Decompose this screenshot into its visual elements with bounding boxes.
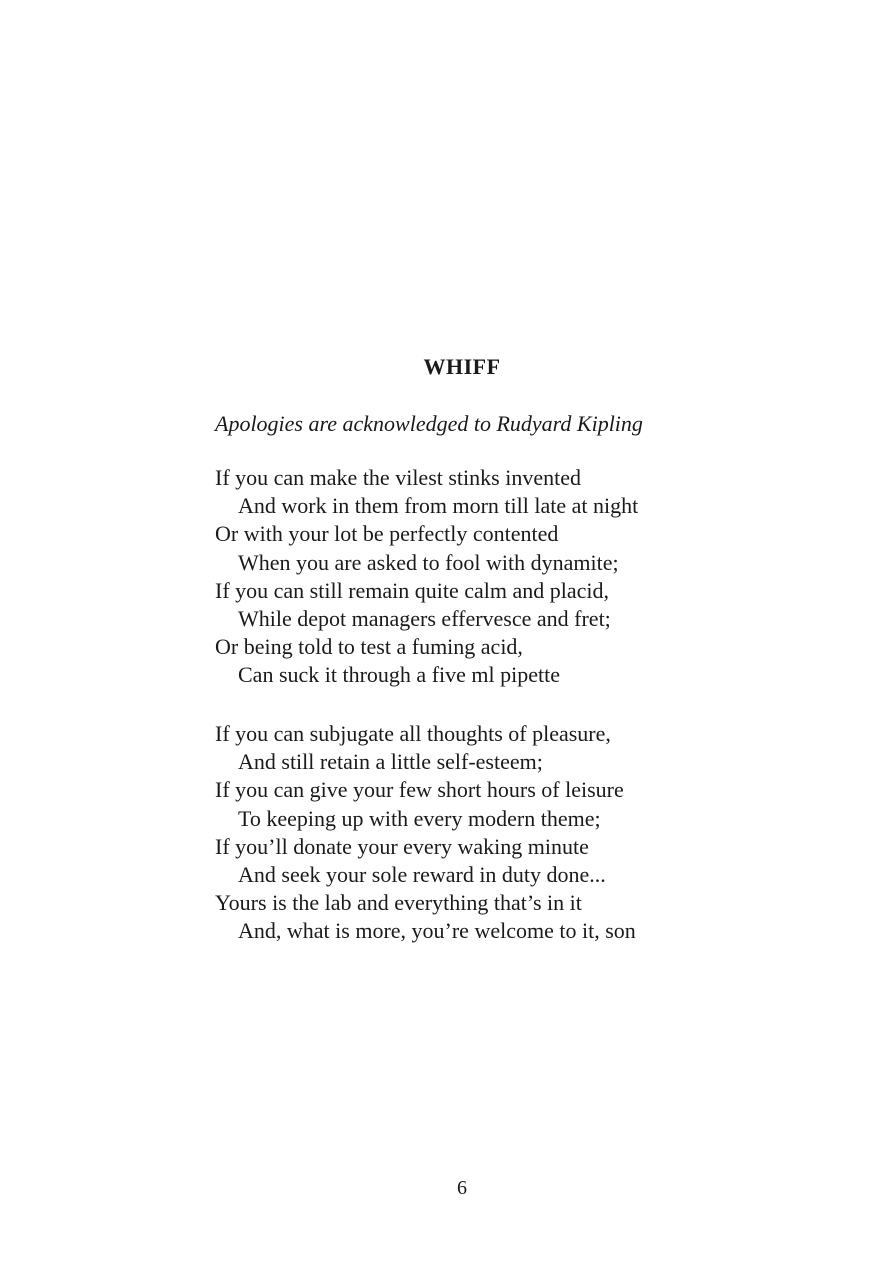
poem-line: If you can subjugate all thoughts of pleasure, [215,721,611,746]
poem-line: Or being told to test a fuming acid, [215,634,523,660]
poem-line: And work in them from morn till late at night [238,493,639,519]
poem-line: If you can make the vilest stinks invented [215,465,581,490]
page-number: 6 [457,1177,467,1199]
poem-line: If you’ll donate your every waking minute [215,833,589,859]
poem-line: Yours is the lab and everything that’s in it [215,890,582,916]
poem-line: To keeping up with every modern theme; [238,805,601,831]
stanza-1 [215,464,638,690]
poem-line: Or with your lot be perfectly contented [215,521,559,547]
poem-line: If you can give your few short hours of leisure [215,777,624,803]
poem-line: When you are asked to fool with dynamite; [238,549,619,575]
stanza-2 [215,720,636,946]
poem-line: And seek your sole reward in duty done... [238,862,606,888]
poem-dedication: Apologies are acknowledged to Rudyard Kipling [215,411,643,436]
poem-line: And, what is more, you’re welcome to it, son [238,918,636,944]
poem-line: If you can still remain quite calm and placid, [215,577,610,603]
poem-line: And still retain a little self-esteem; [238,749,543,775]
poem-line: Can suck it through a five ml pipette [238,662,560,688]
poem-line: While depot managers effervesce and fret; [238,606,611,632]
poem-title: WHIFF [423,354,501,379]
